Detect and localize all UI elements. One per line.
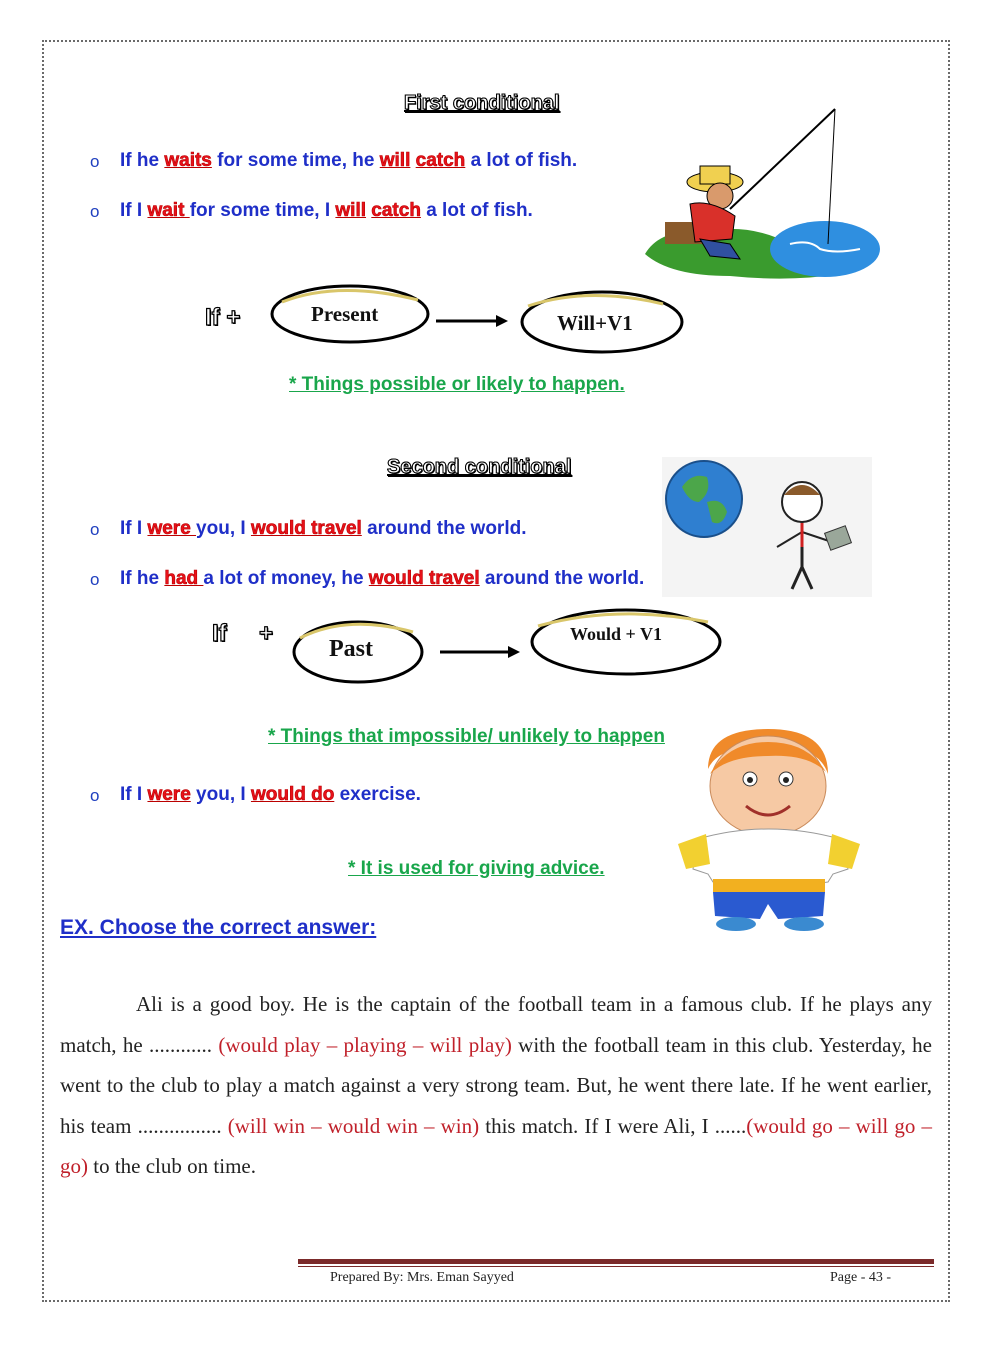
fisherman-illustration bbox=[640, 104, 890, 284]
second-sentence-3: If I were you, I would do exercise. bbox=[120, 784, 421, 805]
exercise-title: EX. Choose the correct answer: bbox=[60, 916, 377, 939]
exercise-paragraph: Ali is a good boy. He is the captain of the football team in a famous club. If he plays any match, he ............ (would play – playing – will play) with the football team in this club. Yesterday, he went to the club to play a match against a very strong team. But, he went there late. If he went earlier, his team ................ (will win – would win – win) this match. If I were Ali, I ......(would go – will go – go) to the club on time. bbox=[60, 992, 933, 1178]
second-formula-if: If bbox=[212, 620, 227, 647]
bullet: o bbox=[90, 786, 100, 805]
advice-note: * It is used for giving advice. bbox=[348, 858, 605, 879]
second-formula-plus: + bbox=[259, 620, 274, 647]
second-sentence-2: If he had a lot of money, he would travel around the world. bbox=[120, 568, 645, 589]
first-note: * Things possible or likely to happen. bbox=[289, 374, 625, 395]
option-group-3[interactable]: (would go – will go – go) bbox=[60, 1113, 933, 1178]
second-note: * Things that impossible/ unlikely to happen bbox=[268, 726, 665, 747]
first-formula-if: If + bbox=[205, 304, 241, 331]
option-group-1[interactable]: (would play – playing – will play) bbox=[218, 1032, 512, 1057]
first-conditional-title: First conditional bbox=[404, 92, 560, 114]
chubby-boy-illustration bbox=[668, 724, 873, 934]
footer-page-number: Page - 43 - bbox=[830, 1270, 892, 1285]
first-formula-will-v1: Will+V1 bbox=[557, 311, 633, 335]
second-formula-past: Past bbox=[329, 636, 373, 662]
first-sentence-1: If he waits for some time, he will catch a lot of fish. bbox=[120, 150, 578, 171]
bullet: o bbox=[90, 152, 100, 171]
footer-prepared-by: Prepared By: Mrs. Eman Sayyed bbox=[330, 1270, 514, 1285]
first-sentence-2: If I wait for some time, I will catch a lot of fish. bbox=[120, 200, 533, 221]
globe-boy-illustration bbox=[662, 457, 872, 597]
second-conditional-title: Second conditional bbox=[387, 456, 572, 478]
bullet: o bbox=[90, 570, 100, 589]
footer-rule-thin bbox=[298, 1266, 934, 1267]
footer-rule bbox=[298, 1259, 934, 1264]
first-formula-present: Present bbox=[311, 302, 379, 326]
second-formula-would-v1: Would + V1 bbox=[570, 624, 662, 644]
bullet: o bbox=[90, 202, 100, 221]
second-sentence-1: If I were you, I would travel around the world. bbox=[120, 518, 527, 539]
bullet: o bbox=[90, 520, 100, 539]
option-group-2[interactable]: (will win – would win – win) bbox=[227, 1113, 480, 1138]
